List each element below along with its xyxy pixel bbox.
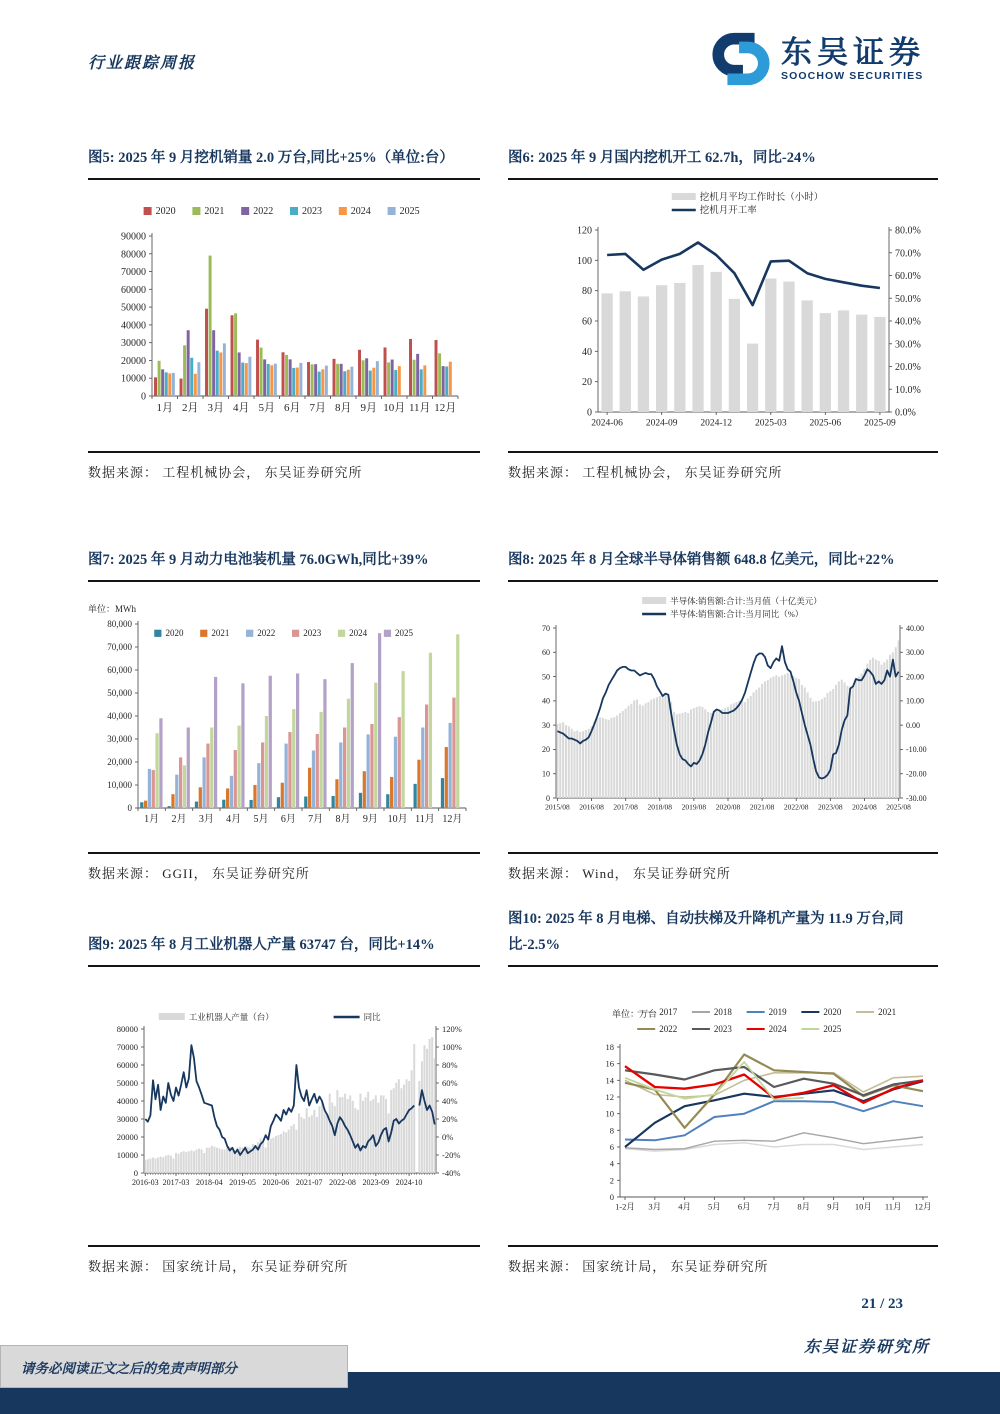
svg-text:40000: 40000 [121, 320, 146, 332]
svg-text:2020: 2020 [823, 1007, 842, 1017]
svg-text:120%: 120% [442, 1023, 462, 1034]
figure-10-title: 图10: 2025 年 8 月电梯、自动扶梯及升降机产量为 11.9 万台,同比-2.5% [508, 903, 938, 967]
svg-text:挖机月开工率: 挖机月开工率 [699, 206, 757, 216]
svg-text:0: 0 [141, 391, 146, 403]
svg-text:120: 120 [577, 225, 592, 237]
svg-text:2016/08: 2016/08 [579, 802, 604, 812]
svg-text:2018-04: 2018-04 [195, 1178, 223, 1187]
svg-text:70000: 70000 [121, 267, 146, 279]
svg-text:2024-12: 2024-12 [700, 418, 733, 429]
figure-7-chart-area [88, 582, 480, 854]
svg-text:4月: 4月 [233, 402, 250, 414]
svg-text:2023: 2023 [302, 206, 322, 217]
svg-text:2019/08: 2019/08 [681, 802, 707, 812]
figure-6-source: 数据来源： 工程机械协会， 东吴证券研究所 [508, 465, 783, 480]
svg-text:5月: 5月 [253, 814, 269, 825]
svg-text:40%: 40% [442, 1095, 458, 1106]
figure-10-source: 数据来源： 国家统计局， 东吴证券研究所 [508, 1259, 769, 1274]
svg-text:2018: 2018 [713, 1007, 732, 1017]
svg-text:2017-03: 2017-03 [162, 1178, 190, 1187]
svg-text:2024-10: 2024-10 [395, 1178, 423, 1187]
svg-text:挖机月平均工作时长（小时）: 挖机月平均工作时长（小时） [699, 193, 824, 203]
svg-text:60: 60 [542, 648, 550, 658]
svg-text:8: 8 [609, 1125, 614, 1136]
svg-text:60000: 60000 [116, 1059, 138, 1070]
svg-text:50000: 50000 [121, 302, 146, 314]
institute-name: 东吴证券研究所 [803, 1339, 930, 1356]
svg-text:30000: 30000 [121, 338, 146, 350]
svg-text:4月: 4月 [678, 1201, 691, 1212]
svg-text:30,000: 30,000 [107, 734, 132, 745]
svg-text:10.0%: 10.0% [895, 384, 921, 396]
page-number: 21 / 23 [861, 1296, 903, 1312]
svg-text:7月: 7月 [767, 1201, 781, 1212]
svg-text:2022-08: 2022-08 [329, 1178, 356, 1187]
report-type-label: 行业跟踪周报 [88, 55, 197, 72]
svg-text:6: 6 [609, 1141, 614, 1152]
svg-text:4: 4 [609, 1158, 614, 1169]
svg-text:10.00: 10.00 [906, 696, 924, 706]
figure-5 [88, 116, 480, 481]
svg-text:10月: 10月 [854, 1201, 872, 1212]
svg-text:60000: 60000 [121, 284, 146, 296]
svg-text:2月: 2月 [171, 814, 187, 825]
svg-text:9月: 9月 [362, 814, 378, 825]
svg-text:80000: 80000 [116, 1023, 138, 1034]
svg-text:4月: 4月 [226, 814, 242, 825]
svg-text:2月: 2月 [182, 402, 199, 414]
svg-text:2020: 2020 [165, 628, 184, 638]
svg-text:2023: 2023 [303, 628, 322, 638]
svg-text:2021: 2021 [878, 1007, 897, 1017]
svg-text:7月: 7月 [308, 814, 324, 825]
svg-text:10000: 10000 [116, 1149, 138, 1160]
svg-text:12月: 12月 [442, 814, 463, 825]
svg-text:80000: 80000 [121, 249, 146, 261]
soochow-logo-icon [710, 28, 772, 90]
svg-text:工业机器人产量（台）: 工业机器人产量（台） [188, 1012, 274, 1022]
svg-text:50.0%: 50.0% [895, 293, 921, 305]
figure-9-title: 图9: 2025 年 8 月工业机器人产量 63747 台，同比+14% [88, 903, 480, 967]
svg-text:2022: 2022 [659, 1024, 678, 1034]
svg-text:20: 20 [542, 745, 550, 755]
svg-text:2018/08: 2018/08 [647, 802, 673, 812]
figure-8-title: 图8: 2025 年 8 月全球半导体销售额 648.8 亿美元，同比+22% [508, 518, 938, 582]
figure-6-chart-area [508, 180, 938, 453]
svg-text:5月: 5月 [258, 402, 275, 414]
svg-text:11月: 11月 [408, 402, 431, 414]
figure-5-chart-area [88, 180, 480, 453]
svg-text:9月: 9月 [360, 402, 377, 414]
svg-text:6月: 6月 [284, 402, 301, 414]
figure-6 [508, 116, 938, 481]
svg-text:30.0%: 30.0% [895, 339, 921, 351]
svg-text:20000: 20000 [116, 1131, 138, 1142]
svg-text:2021-07: 2021-07 [295, 1178, 323, 1187]
disclaimer-box [0, 1345, 348, 1388]
svg-text:2019-05: 2019-05 [229, 1178, 256, 1187]
svg-text:2023/08: 2023/08 [818, 802, 843, 812]
svg-text:2022: 2022 [253, 206, 274, 217]
svg-text:2025: 2025 [823, 1024, 842, 1034]
svg-text:2021: 2021 [211, 628, 230, 638]
svg-text:10000: 10000 [121, 373, 146, 385]
svg-text:90000: 90000 [121, 231, 146, 243]
svg-text:30000: 30000 [116, 1113, 138, 1124]
svg-text:10,000: 10,000 [107, 780, 132, 791]
svg-text:2025/08: 2025/08 [886, 802, 911, 812]
svg-text:40: 40 [582, 346, 592, 358]
svg-text:20.0%: 20.0% [895, 362, 921, 373]
semiconductor-sales-chart [526, 594, 938, 824]
svg-text:10: 10 [605, 1108, 614, 1119]
svg-text:0.0%: 0.0% [895, 407, 916, 419]
svg-text:10: 10 [542, 769, 550, 779]
svg-text:同比: 同比 [363, 1012, 381, 1022]
svg-text:0%: 0% [442, 1131, 454, 1142]
svg-text:11月: 11月 [884, 1201, 902, 1212]
svg-text:16: 16 [605, 1058, 614, 1069]
svg-text:60,000: 60,000 [107, 665, 132, 676]
battery-installation-chart [88, 602, 480, 844]
svg-text:-10.00: -10.00 [906, 745, 927, 755]
svg-text:70000: 70000 [116, 1041, 138, 1052]
svg-text:2022: 2022 [257, 628, 276, 638]
svg-text:2025: 2025 [399, 206, 420, 217]
figure-8-chart-area [508, 582, 938, 854]
svg-text:50000: 50000 [116, 1077, 138, 1088]
svg-text:40000: 40000 [116, 1095, 138, 1106]
svg-text:12: 12 [605, 1091, 614, 1102]
svg-text:100: 100 [577, 255, 592, 267]
svg-text:半导体:销售额:合计:当月值（十亿美元）: 半导体:销售额:合计:当月值（十亿美元） [670, 596, 822, 606]
svg-text:50,000: 50,000 [107, 688, 132, 699]
svg-text:2019: 2019 [768, 1007, 787, 1017]
svg-text:50: 50 [542, 672, 550, 682]
figure-8-source: 数据来源： Wind， 东吴证券研究所 [508, 866, 731, 881]
svg-text:20%: 20% [442, 1113, 458, 1124]
svg-text:40.00: 40.00 [906, 623, 924, 633]
svg-text:2020-06: 2020-06 [262, 1178, 290, 1187]
svg-text:3月: 3月 [207, 402, 224, 414]
figure-7 [88, 518, 480, 882]
svg-text:2022/08: 2022/08 [783, 802, 809, 812]
svg-text:单位：MWh: 单位：MWh [88, 604, 136, 614]
excavator-utilization-chart [556, 190, 938, 442]
svg-text:5月: 5月 [708, 1201, 721, 1212]
svg-text:-30.00: -30.00 [906, 793, 927, 803]
svg-text:8月: 8月 [335, 402, 352, 414]
svg-text:3月: 3月 [198, 814, 214, 825]
svg-text:70: 70 [542, 623, 550, 633]
figure-7-title: 图7: 2025 年 9 月动力电池装机量 76.0GWh,同比+39% [88, 518, 480, 582]
svg-text:-20%: -20% [442, 1149, 461, 1160]
svg-text:30: 30 [542, 720, 550, 730]
svg-text:20.00: 20.00 [906, 672, 924, 682]
svg-text:0: 0 [609, 1191, 614, 1202]
svg-text:0.00: 0.00 [906, 720, 920, 730]
svg-text:0: 0 [587, 407, 592, 419]
svg-text:40: 40 [542, 696, 550, 706]
svg-text:20000: 20000 [121, 355, 146, 367]
svg-text:2025-06: 2025-06 [809, 418, 842, 429]
svg-text:2020/08: 2020/08 [715, 802, 741, 812]
svg-text:10月: 10月 [383, 402, 406, 414]
svg-text:40,000: 40,000 [107, 711, 132, 722]
svg-text:1-2月: 1-2月 [615, 1201, 635, 1212]
svg-text:2023-09: 2023-09 [362, 1178, 390, 1187]
svg-text:2025-09: 2025-09 [864, 418, 896, 429]
svg-text:80: 80 [582, 286, 592, 298]
excavator-sales-chart [96, 202, 468, 434]
figure-7-source: 数据来源： GGII， 东吴证券研究所 [88, 866, 310, 881]
svg-text:0: 0 [546, 793, 550, 803]
svg-text:2024-09: 2024-09 [645, 418, 678, 429]
svg-text:70.0%: 70.0% [895, 248, 921, 260]
svg-text:70,000: 70,000 [107, 642, 132, 653]
disclaimer-text: 请务必阅读正文之后的免责声明部分 [21, 1360, 237, 1376]
svg-text:80,000: 80,000 [107, 619, 132, 630]
brand-name-cn: 东吴证券 [781, 34, 925, 70]
svg-text:1月: 1月 [156, 402, 173, 414]
svg-text:2025: 2025 [395, 628, 414, 638]
svg-text:2024: 2024 [350, 206, 371, 217]
svg-text:20: 20 [582, 377, 592, 389]
svg-text:100%: 100% [442, 1041, 462, 1052]
svg-text:8月: 8月 [797, 1201, 811, 1212]
svg-text:8月: 8月 [335, 814, 351, 825]
svg-text:2024: 2024 [768, 1024, 787, 1034]
svg-text:-40%: -40% [442, 1167, 461, 1178]
svg-text:12月: 12月 [914, 1201, 932, 1212]
svg-text:80.0%: 80.0% [895, 225, 921, 237]
svg-text:单位：万台: 单位：万台 [612, 1009, 658, 1019]
svg-text:14: 14 [605, 1075, 614, 1086]
svg-text:9月: 9月 [827, 1201, 840, 1212]
svg-text:3月: 3月 [648, 1201, 662, 1212]
svg-text:2024-06: 2024-06 [591, 418, 623, 429]
svg-text:2024/08: 2024/08 [852, 802, 877, 812]
svg-text:2017/08: 2017/08 [613, 802, 638, 812]
svg-text:0: 0 [127, 803, 132, 814]
svg-text:2020: 2020 [155, 206, 176, 217]
industrial-robot-chart [98, 1009, 478, 1201]
svg-text:6月: 6月 [280, 814, 296, 825]
elevator-production-chart [592, 1005, 938, 1227]
svg-text:80%: 80% [442, 1059, 458, 1070]
svg-text:60: 60 [582, 316, 592, 328]
figure-6-title: 图6: 2025 年 9 月国内挖机开工 62.7h，同比-24% [508, 116, 938, 180]
figure-10 [508, 903, 938, 1275]
figure-8 [508, 518, 938, 882]
brand-logo [710, 28, 925, 90]
svg-text:60.0%: 60.0% [895, 271, 921, 282]
svg-text:12月: 12月 [434, 402, 457, 414]
figure-5-title: 图5: 2025 年 9 月挖机销量 2.0 万台,同比+25%（单位:台） [88, 116, 480, 180]
svg-text:2015/08: 2015/08 [545, 802, 570, 812]
svg-text:60%: 60% [442, 1077, 458, 1088]
svg-text:30.00: 30.00 [906, 648, 924, 658]
figure-9-chart-area [88, 967, 480, 1247]
svg-text:2: 2 [609, 1175, 614, 1186]
svg-text:0: 0 [133, 1167, 138, 1178]
svg-text:20,000: 20,000 [107, 757, 132, 768]
figure-10-chart-area [508, 967, 938, 1247]
svg-text:10月: 10月 [387, 814, 408, 825]
svg-text:2024: 2024 [349, 628, 368, 638]
svg-text:7月: 7月 [309, 402, 326, 414]
brand-name-en: SOOCHOW SECURITIES [781, 70, 924, 83]
svg-text:2023: 2023 [713, 1024, 732, 1034]
svg-text:18: 18 [605, 1041, 614, 1052]
svg-text:1月: 1月 [144, 814, 160, 825]
svg-text:40.0%: 40.0% [895, 316, 921, 328]
figure-9 [88, 903, 480, 1275]
svg-text:6月: 6月 [737, 1201, 751, 1212]
svg-text:2017: 2017 [659, 1007, 678, 1017]
svg-text:-20.00: -20.00 [906, 769, 927, 779]
svg-text:半导体:销售额:合计:当月同比（%）: 半导体:销售额:合计:当月同比（%） [670, 609, 804, 619]
svg-text:2021/08: 2021/08 [749, 802, 775, 812]
svg-text:11月: 11月 [415, 814, 435, 825]
figure-5-source: 数据来源： 工程机械协会， 东吴证券研究所 [88, 465, 363, 480]
figure-9-source: 数据来源： 国家统计局， 东吴证券研究所 [88, 1259, 349, 1274]
svg-text:2025-03: 2025-03 [754, 418, 787, 429]
svg-text:2021: 2021 [204, 206, 225, 217]
svg-text:2016-03: 2016-03 [131, 1178, 159, 1187]
